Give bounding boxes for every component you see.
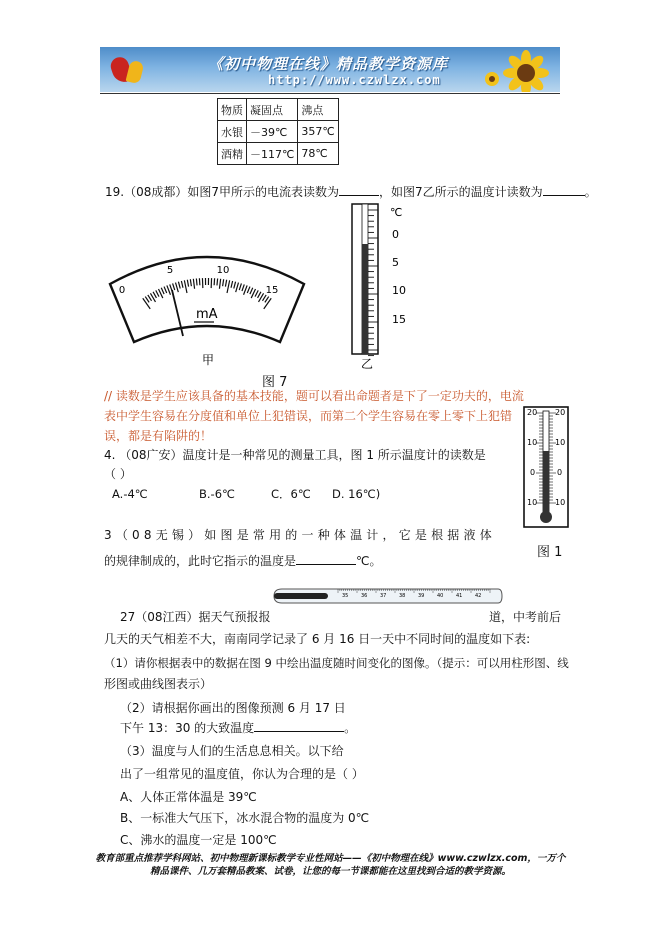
commentary-line: 误，都是有陷阱的！ (104, 429, 213, 443)
q3-unit: ℃。 (356, 554, 382, 568)
figure-1-tick-label: 0 (530, 468, 536, 477)
figure-1-tick-label: 10 (555, 438, 566, 447)
answer-blank (543, 184, 585, 196)
question-4-stem: 4. （08广安）温度计是一种常见的测量工具，图 1 所示温度计的读数是 (104, 448, 486, 462)
figure-1-tick-label: 20 (527, 408, 538, 417)
question-27-part-2: （2）请根据你画出的图像预测 6 月 17 日 (120, 701, 346, 715)
figure-1-caption: 图 1 (537, 545, 563, 560)
commentary (104, 386, 524, 446)
table-cell: 357℃ (298, 121, 338, 143)
q19-text-2: ，如图7乙所示的温度计读数为 (379, 185, 543, 199)
clinical-tick-label: 36 (361, 593, 368, 599)
thermometer-label: 乙 (360, 357, 374, 370)
question-27-line-1a: 27（08江西）据天气预报报 (120, 610, 271, 624)
table-header: 物质 (218, 99, 247, 121)
banner-title: 《初中物理在线》精品教学资源库 (208, 55, 449, 73)
table-cell: －39℃ (247, 121, 298, 143)
ammeter-tick (217, 279, 218, 286)
figure-1-thermometer (522, 405, 572, 530)
question-27-part-1: （1）请你根据表中的数据在图 9 中绘出温度随时间变化的图像。（提示：可以用柱形图、线 (104, 656, 569, 670)
figure-1-tick-label: 10 (555, 498, 566, 507)
thermometer-tick-label: 10 (392, 284, 406, 297)
q27-text: 下午 13：30 的大致温度 (120, 721, 255, 735)
clinical-tick-label: 37 (380, 593, 387, 599)
question-27-part-3-cont: 出了一组常见的温度值，你认为合理的是（ ） (120, 767, 364, 781)
question-27-line-2: 几天的天气相差不大，南南同学记录了 6 月 16 日一天中不同时间的温度如下表: (104, 632, 531, 646)
ammeter-tick-label: 10 (216, 265, 230, 276)
banner-url[interactable]: http://www.czwlzx.com (268, 73, 441, 87)
thermometer-tick-label: 15 (392, 313, 406, 326)
figure-7-caption: 图 7 (262, 375, 288, 390)
q19-end: 。 (584, 185, 597, 199)
ammeter-figure (100, 240, 315, 370)
table-header: 凝固点 (247, 99, 298, 121)
question-19 (105, 184, 597, 200)
q27-end: 。 (344, 721, 357, 735)
figure-1-tick-label: 20 (555, 408, 566, 417)
clinical-tick-label: 42 (475, 593, 482, 599)
header-rule (100, 93, 560, 94)
ammeter-label: 甲 (201, 353, 215, 367)
table-row (218, 143, 339, 165)
table-row (218, 121, 339, 143)
q27-option-b[interactable]: B、一标准大气压下，冰水混合物的温度为 0℃ (120, 811, 370, 825)
thermometer-tick-label: 5 (392, 256, 399, 269)
thermometer-tick-label: 0 (392, 228, 399, 241)
ammeter-tick-label: 15 (265, 285, 279, 296)
answer-blank (339, 184, 379, 196)
q27-option-c[interactable]: C、沸水的温度一定是 100℃ (120, 833, 277, 847)
q4-option-a[interactable]: A.-4℃ (112, 487, 148, 501)
answer-blank (254, 720, 344, 732)
question-27-part-1-cont: 形图或曲线图表示） (104, 677, 213, 691)
question-3-line-1: 3（08无锡）如图是常用的一种体温计，它是根据液体 (104, 528, 496, 542)
clinical-tick-label: 40 (437, 593, 444, 599)
commentary-line: // 读数是学生应该具备的基本技能，题可以看出命题者是下了一定功夫的，电流 (104, 389, 524, 403)
substance-table (217, 98, 339, 165)
clinical-tick-label: 41 (456, 593, 463, 599)
question-27-part-2-cont (120, 720, 356, 736)
q27-option-a[interactable]: A、人体正常体温是 39℃ (120, 790, 257, 804)
table-header: 沸点 (298, 99, 338, 121)
table-header-row (218, 99, 339, 121)
ammeter-tick-label: 0 (118, 285, 126, 296)
table-cell: 78℃ (298, 143, 338, 165)
q3-text: 的规律制成的，此时它指示的温度是 (104, 554, 297, 568)
clinical-thermometer (272, 586, 504, 606)
thermometer-unit: ℃ (390, 206, 403, 219)
q4-option-d[interactable]: D. 16℃) (332, 487, 381, 501)
thermometer-figure (340, 200, 420, 370)
figure-1-tick-label: 10 (527, 498, 538, 507)
table-cell: 酒精 (218, 143, 247, 165)
question-3-line-2 (104, 553, 382, 569)
question-27-part-3: （3）温度与人们的生活息息相关。以下给 (120, 744, 344, 758)
clinical-tick-label: 38 (399, 593, 406, 599)
question-4-paren: （ ） (104, 467, 132, 481)
ammeter-tick-label: 5 (166, 265, 174, 276)
q4-option-b[interactable]: B.-6℃ (199, 487, 235, 501)
footer-line: 精品课件、几万套精品教案、试卷，让您的每一节课都能在这里找到合适的教学资源。 (149, 866, 511, 877)
footer-line: 教育部重点推荐学科网站、初中物理新课标教学专业性网站——《初中物理在线》www.czwlzx.com，一万个 (95, 853, 566, 864)
ammeter-tick (196, 279, 197, 286)
header-banner (100, 47, 560, 92)
ammeter-unit: mA (196, 307, 218, 322)
sunflower-icon (478, 49, 558, 92)
footer (0, 852, 661, 878)
table-cell: 水银 (218, 121, 247, 143)
clinical-tick-label: 35 (342, 593, 349, 599)
commentary-line: 表中学生容易在分度值和单位上犯错误，而第二个学生容易在零上零下上犯错 (104, 409, 513, 423)
table-cell: －117℃ (247, 143, 298, 165)
q19-text-1: 19.（08成都）如图7甲所示的电流表读数为 (105, 185, 339, 199)
clinical-tick-label: 39 (418, 593, 425, 599)
figure-1-tick-label: 0 (557, 468, 563, 477)
question-27-line-1b: 道，中考前后 (489, 610, 562, 624)
figure-1-tick-label: 10 (527, 438, 538, 447)
q4-option-c[interactable]: C．6℃ (271, 487, 311, 501)
answer-blank (296, 553, 356, 565)
